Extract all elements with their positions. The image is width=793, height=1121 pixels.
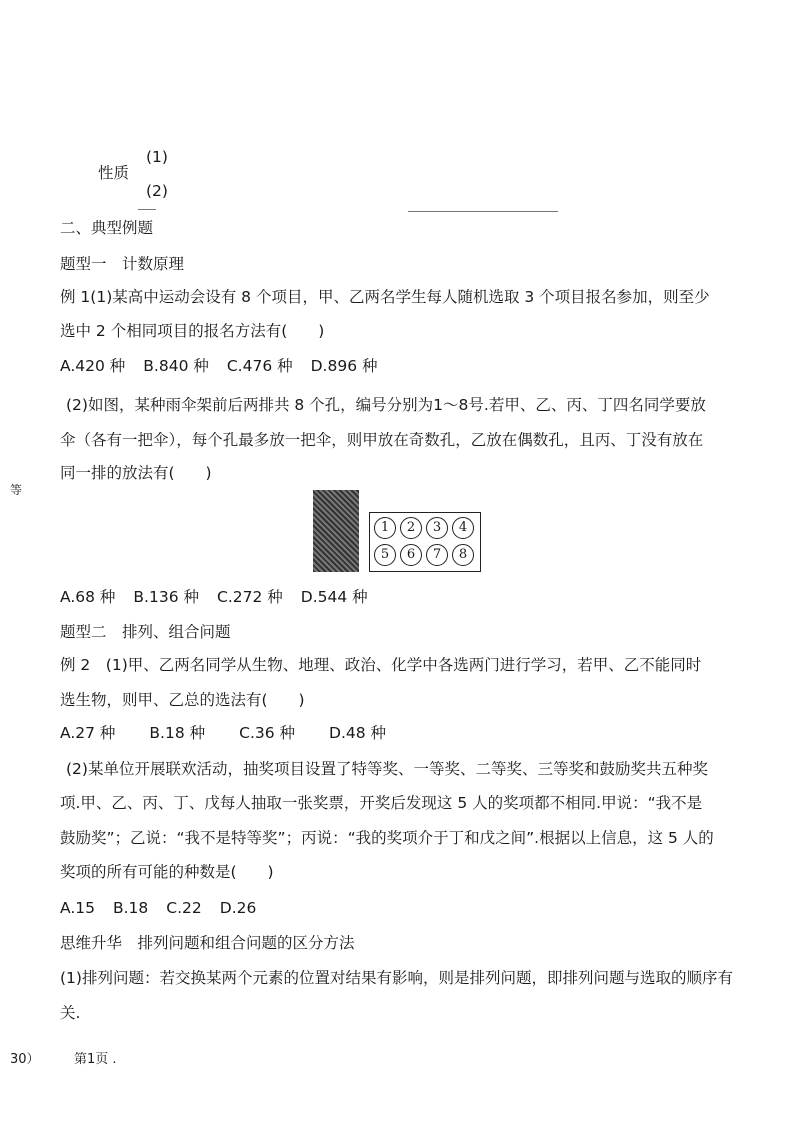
hole: 5 [374,544,396,566]
option-c: C.36 种 [239,724,296,742]
option-b: B.136 种 [133,588,199,606]
ex1-q2-line2: 伞（各有一把伞），每个孔最多放一把伞，则甲放在奇数孔，乙放在偶数孔，且丙、丁没有放在 [60,431,704,449]
ex2-q1-options [60,723,404,743]
hole: 7 [426,544,448,566]
option-c: C.22 [166,899,202,917]
option-b: B.840 种 [143,357,209,375]
option-b: B.18 [112,899,149,917]
divider [138,209,156,210]
section-title: 二、典型例题 [60,219,154,237]
property-item-1: (1) [146,148,168,166]
rack-diagram [369,512,481,572]
footer-left: 30） [10,1052,40,1067]
ex2-q2-line4: 奖项的所有可能的种数是( ) [60,863,274,881]
option-b: B.18 种 [149,724,206,742]
ex2-q2-options [60,898,274,918]
option-c: C.272 种 [217,588,283,606]
thinking-p1-line1: (1)排列问题：若交换某两个元素的位置对结果有影响，则是排列问题，即排列问题与选取的顺序有 [60,969,733,987]
hole: 3 [426,517,448,539]
umbrella-rack-photo [313,490,359,572]
hole: 1 [374,517,396,539]
divider [408,211,558,212]
ex1-q1-options [60,356,396,376]
type1-title: 题型一 计数原理 [60,255,185,273]
hole: 8 [452,544,474,566]
option-a: A.68 种 [60,588,116,606]
ex2-q1-line2: 选生物，则甲、乙总的选法有( ) [60,691,305,709]
hole: 2 [400,517,422,539]
type2-title: 题型二 排列、组合问题 [60,623,231,641]
option-d: D.896 种 [310,357,378,375]
thinking-p1-line2: 关. [60,1004,81,1022]
ex1-q2-options [60,587,386,607]
hole: 4 [452,517,474,539]
ex2-q2-line2: 项.甲、乙、丙、丁、戊每人抽取一张奖票，开奖后发现这 5 人的奖项都不相同.甲说：“我不是 [60,794,703,812]
option-d: D.48 种 [329,724,387,742]
properties-label: 性质 [98,164,130,182]
ex1-q1-line1: 例 1(1)某高中运动会设有 8 个项目，甲、乙两名学生每人随机选取 3 个项目报名参加，则至少 [60,288,710,306]
thinking-title: 思维升华 排列问题和组合问题的区分方法 [60,934,355,952]
ex2-q2-line3: 鼓励奖”；乙说：“我不是特等奖”；丙说：“我的奖项介于丁和戊之间”.根据以上信息，这 5 人的 [60,829,714,847]
option-a: A.27 种 [60,724,116,742]
hole: 6 [400,544,422,566]
property-item-2: (2) [146,182,168,200]
ex1-q1-line2: 选中 2 个相同项目的报名方法有( ) [60,322,325,340]
ex2-q2-line1: (2)某单位开展联欢活动，抽奖项目设置了特等奖、一等奖、二等奖、三等奖和鼓励奖共五种奖 [66,760,708,778]
ex1-q2-line3: 同一排的放法有( ) [60,464,212,482]
option-d: D.26 [219,899,257,917]
page-number: 第1页 . [74,1052,117,1067]
option-c: C.476 种 [226,357,293,375]
option-d: D.544 种 [300,588,368,606]
ex1-q2-line1: (2)如图，某种雨伞架前后两排共 8 个孔，编号分别为1～8号.若甲、乙、丙、丁四名同学要放 [66,396,706,414]
option-a: A.420 种 [60,357,126,375]
margin-mark: 等 [10,483,23,497]
option-a: A.15 [60,899,95,917]
ex2-q1-line1: 例 2 (1)甲、乙两名同学从生物、地理、政治、化学中各选两门进行学习，若甲、乙不能同时 [60,656,702,674]
